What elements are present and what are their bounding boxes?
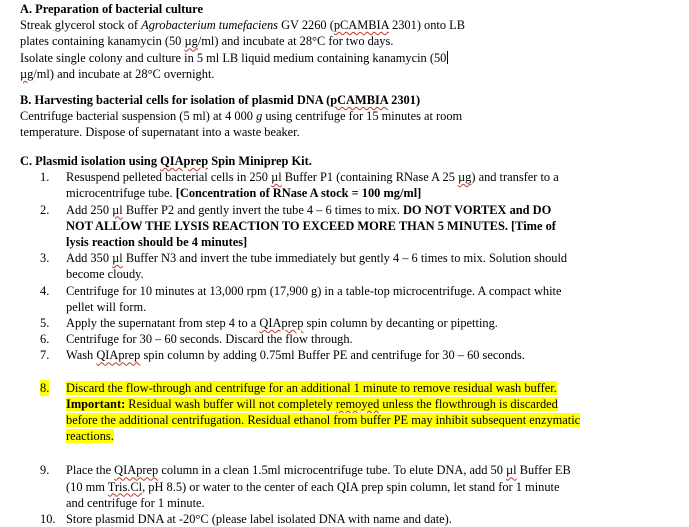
list-item-step-8: 8. Discard the flow-through and centrifuge for an additional 1 minute to remove residual wash buffer. Important: Residual wash buffer will not completely remoyed unless the flowthrough is discarded before the additional centrifugation. Residual ethanol from buffer PE may inhibit subsequent enzymatic reactions. — [40, 380, 581, 444]
section-b-title: B. Harvesting bacterial cells for isolation of plasmid DNA (pCAMBIA 2301) — [20, 93, 421, 107]
section-c-title: C. Plasmid isolation using QIAprep Spin Miniprep Kit. — [20, 154, 312, 168]
list-item-step-2: 2. Add 250 µl Buffer P2 and gently invert the tube 4 – 6 times to mix. DO NOT VORTEX and DO NOT ALLOW THE LYSIS REACTION TO EXCEED MORE THAN 5 MINUTES. [Time of lysis reaction should be 4 minutes] — [40, 202, 556, 250]
section-c — [20, 153, 660, 527]
section-b-line: Centrifuge bacterial suspension (5 ml) at 4 000 g using centrifuge for 15 minutes at room — [20, 109, 463, 124]
section-a-title: A. Preparation of bacterial culture — [20, 2, 203, 16]
text-cursor — [447, 51, 448, 64]
list-item-step-10: 10. Store plasmid DNA at -20°C (please label isolated DNA with name and date). — [40, 512, 452, 527]
section-a-line: plates containing kanamycin (50 µg/ml) and incubate at 28°C for two days. — [20, 34, 394, 49]
section-b — [20, 92, 462, 141]
list-item-step-7: 7. Wash QIAprep spin column by adding 0.75ml Buffer PE and centrifuge for 30 – 60 seconds. — [40, 348, 525, 363]
list-item-step-6: 6. Centrifuge for 30 – 60 seconds. Discard the flow through. — [40, 332, 353, 347]
list-item-step-5: 5. Apply the supernatant from step 4 to a QIAprep spin column by decanting or pipetting. — [40, 316, 498, 331]
section-a-line: µg/ml) and incubate at 28°C overnight. — [20, 66, 215, 81]
list-item-step-1: 1. Resuspend pelleted bacterial cells in 250 µl Buffer P1 (containing RNase A 25 µg) and transfer to a microcentrifuge tube. [Concentration of RNase A stock = 100 mg/ml] — [40, 170, 559, 201]
section-a-line: Streak glycerol stock of Agrobacterium tumefaciens GV 2260 (pCAMBIA 2301) onto LB — [20, 18, 465, 33]
protocol-steps — [20, 169, 660, 527]
list-item-step-9: 9. Place the QIAprep column in a clean 1.5ml microcentrifuge tube. To elute DNA, add 50 µl Buffer EB (10 mm Tris.Cl, pH 8.5) or water to the center of each QIA prep spin column, let stand for 1 minute and centrifuge for 1 minute. — [40, 463, 571, 510]
list-item-step-4: 4. Centrifuge for 10 minutes at 13,000 rpm (17,900 g) in a table-top microcentrifuge. A compact white pellet will form. — [40, 283, 562, 314]
list-item-step-3: 3. Add 350 µl Buffer N3 and invert the tube immediately but gently 4 – 6 times to mix. Solution should become cloudy. — [40, 251, 568, 282]
section-a — [20, 1, 465, 82]
section-b-line: temperature. Dispose of supernatant into a waste beaker. — [20, 125, 300, 140]
section-a-line: Isolate single colony and culture in 5 ml LB liquid medium containing kanamycin (50 — [20, 50, 447, 65]
